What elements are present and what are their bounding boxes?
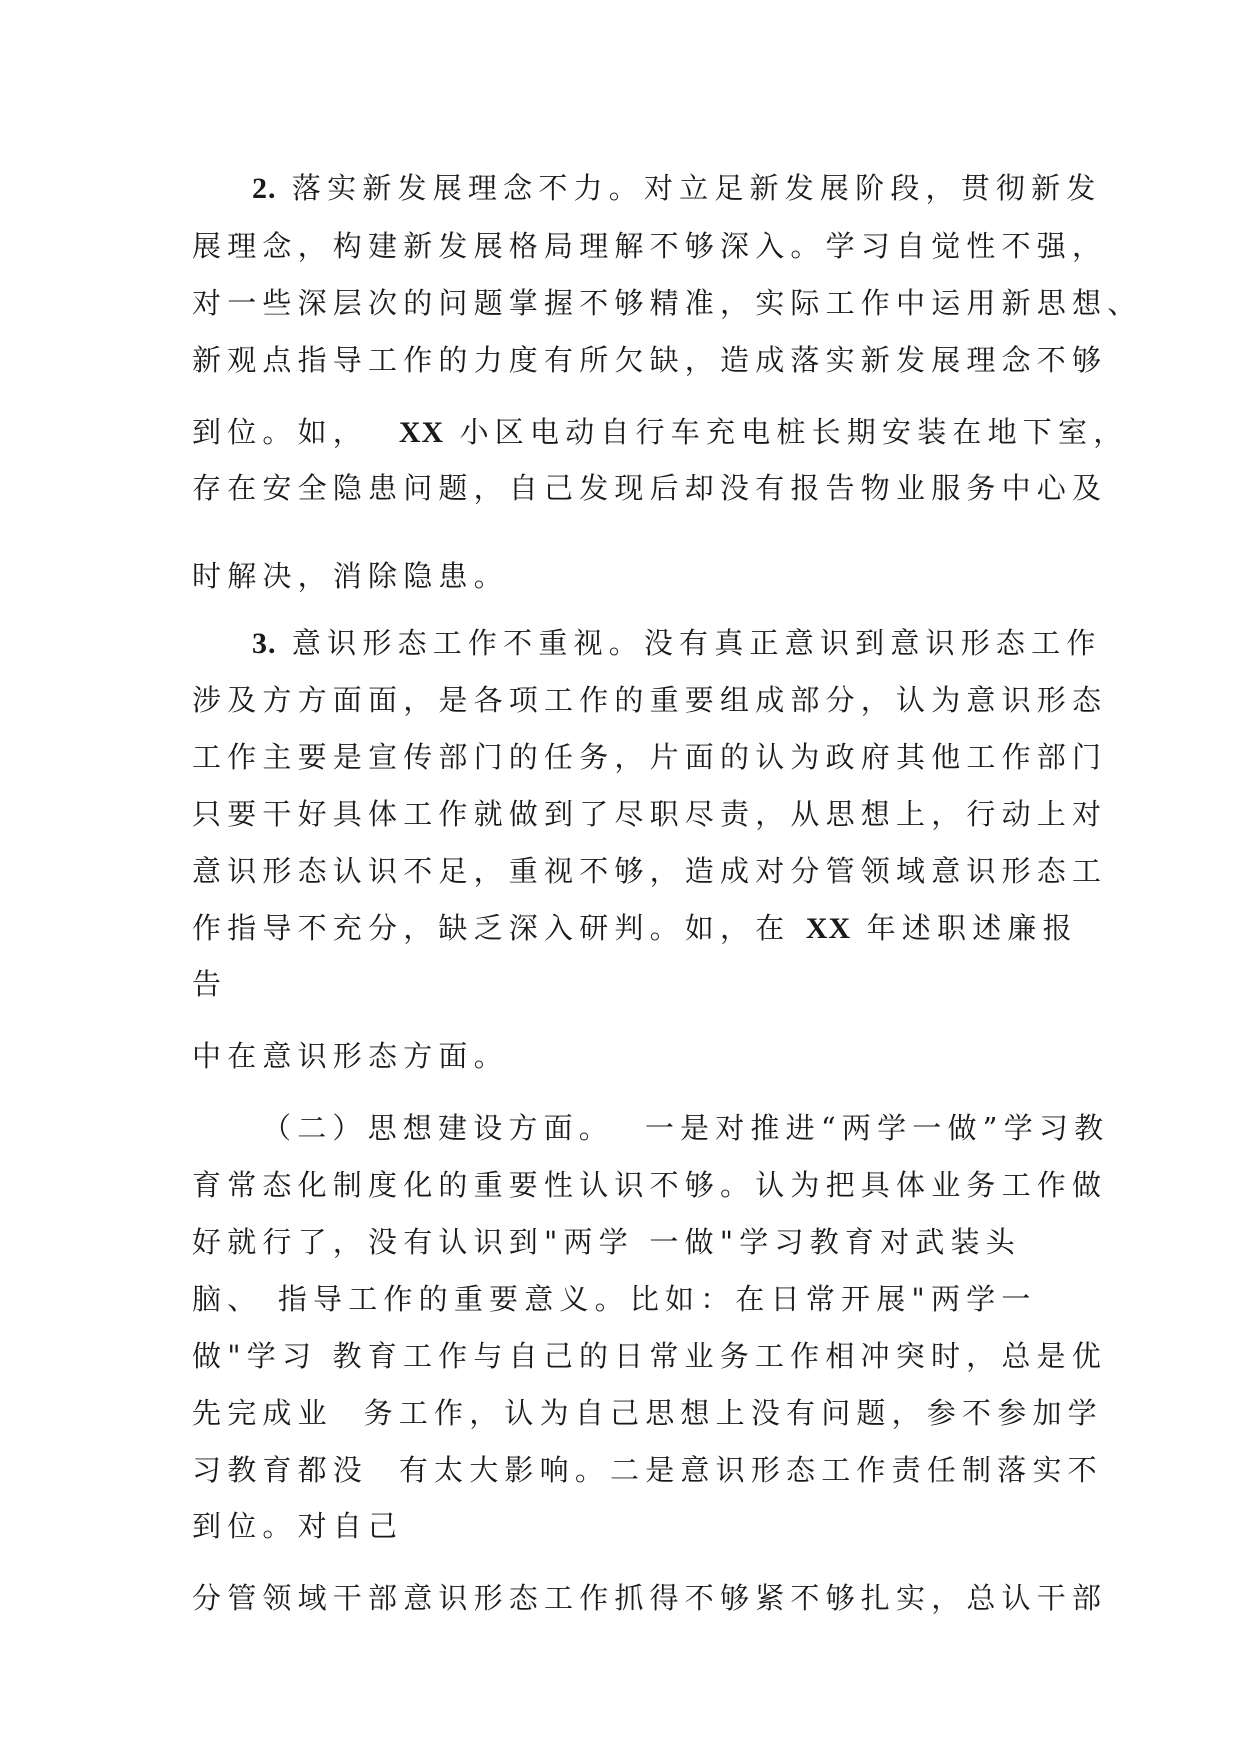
text-line: 3. 意识形态工作不重视。没有真正意识到意识形态工作 (252, 626, 1102, 660)
text-line: 育常态化制度化的重要性认识不够。认为把具体业务工作做 (192, 1168, 1108, 1202)
text-line: 工作主要是宣传部门的任务，片面的认为政府其他工作部门 (192, 740, 1108, 774)
text-line: 做"学习 教育工作与自己的日常业务工作相冲突时，总是优 (192, 1339, 1107, 1373)
item-number: 2. (252, 172, 277, 205)
text-line: 到位。如， XX 小区电动自行车充电桩长期安装在地下室， (192, 415, 1129, 449)
text-line: 意识形态认识不足，重视不够，造成对分管领域意识形态工 (192, 854, 1108, 888)
text-line: 好就行了，没有认识到"两学 一做"学习教育对武装头 (192, 1225, 1021, 1259)
text-line: 作指导不充分，缺乏深入研判。如，在 XX 年述职述廉报 (192, 911, 1078, 945)
text-line: 告 (192, 967, 228, 1001)
text-line: 脑、 指导工作的重要意义。比如：在日常开展"两学一 (192, 1282, 1037, 1316)
text-line: 分管领域干部意识形态工作抓得不够紧不够扎实，总认干部 (192, 1581, 1108, 1615)
text-line: 到位。对自己 (192, 1509, 404, 1543)
text-line: 中在意识形态方面。 (192, 1039, 509, 1073)
placeholder-xx: XX (805, 912, 852, 945)
text-line: 2. 落实新发展理念不力。对立足新发展阶段，贯彻新发 (252, 171, 1102, 205)
text-line: 习教育都没 有太大影响。二是意识形态工作责任制落实不 (192, 1453, 1103, 1487)
section-heading: （二）思想建设方面。 一是对推进“两学一做”学习教 (262, 1111, 1110, 1145)
text-line: 存在安全隐患问题，自己发现后却没有报告物业服务中心及 (192, 471, 1108, 505)
text-line: 只要干好具体工作就做到了尽职尽责，从思想上，行动上对 (192, 797, 1108, 831)
item-number: 3. (252, 627, 277, 660)
text-line: 时解决，消除隐患。 (192, 559, 509, 593)
placeholder-xx: XX (398, 416, 445, 449)
text-line: 对一些深层次的问题掌握不够精准，实际工作中运用新思想、 (192, 286, 1143, 320)
text-line: 涉及方方面面，是各项工作的重要组成部分，认为意识形态 (192, 683, 1108, 717)
text-line: 先完成业 务工作，认为自己思想上没有问题，参不参加学 (192, 1396, 1103, 1430)
text-line: 新观点指导工作的力度有所欠缺，造成落实新发展理念不够 (192, 343, 1108, 377)
text-line: 展理念，构建新发展格局理解不够深入。学习自觉性不强， (192, 229, 1108, 263)
